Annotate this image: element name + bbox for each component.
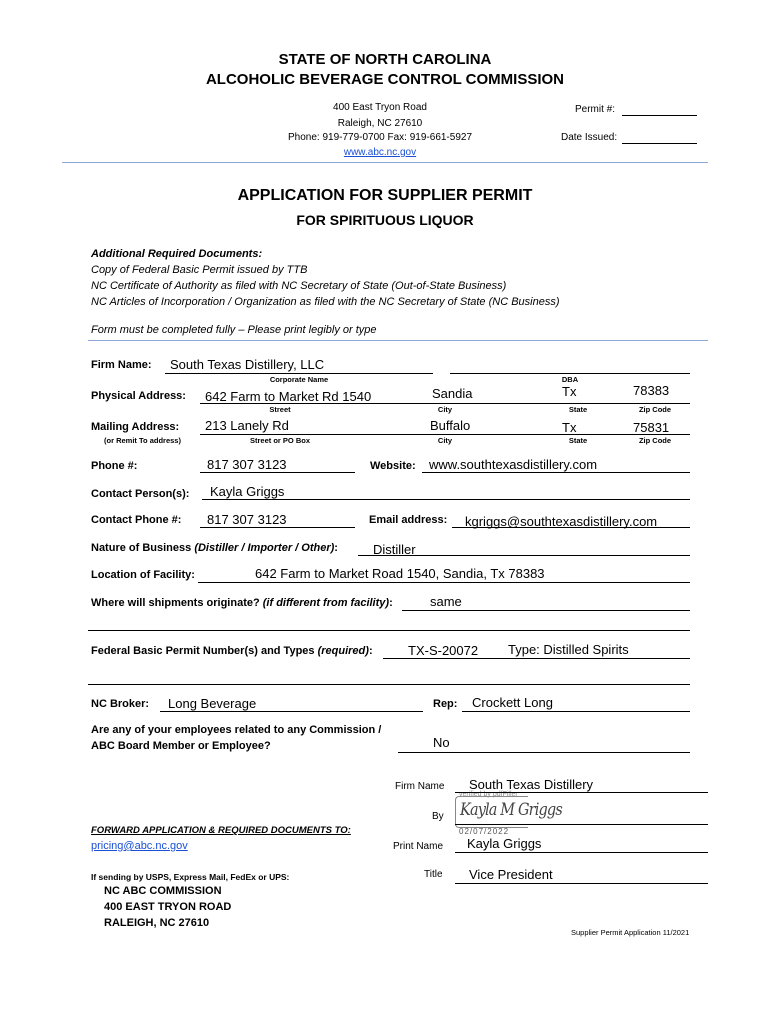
header-rule xyxy=(62,162,708,163)
email-label: Email address: xyxy=(369,514,448,526)
website-link[interactable]: www.abc.nc.gov xyxy=(343,147,417,158)
nc-broker-label: NC Broker: xyxy=(91,698,150,710)
phone-fax-line: Phone: 919-779-0700 Fax: 919-661-5927 xyxy=(287,132,473,143)
federal-permit-type-value[interactable]: Type: Distilled Spirits xyxy=(508,642,629,657)
contact-person-line xyxy=(202,499,690,500)
contact-persons-label: Contact Person(s): xyxy=(91,488,190,500)
city-caption: City xyxy=(437,405,453,414)
permit-number-field[interactable] xyxy=(622,115,697,116)
commission-title: ALCOHOLIC BEVERAGE CONTROL COMMISSION xyxy=(205,71,565,88)
website-line xyxy=(422,472,690,473)
contact-phone-value[interactable]: 817 307 3123 xyxy=(207,512,287,527)
street-po-caption: Street or PO Box xyxy=(249,436,310,445)
contact-phone-line xyxy=(200,527,355,528)
physical-zip-value[interactable]: 78383 xyxy=(633,383,670,398)
federal-permit-number-value[interactable]: TX-S-20072 xyxy=(408,643,479,658)
shipments-label-qualifier: (if different from facility) xyxy=(262,597,390,609)
address-line-1: 400 East Tryon Road xyxy=(333,102,427,113)
sig-firm-name-line xyxy=(455,792,708,793)
form-instruction: Form must be completed fully – Please print legibly or type xyxy=(91,324,377,336)
shipments-label xyxy=(91,597,393,609)
mailing-city-value[interactable]: Buffalo xyxy=(430,418,471,433)
print-name-value[interactable]: Kayla Griggs xyxy=(467,836,542,851)
address-line-2: Raleigh, NC 27610 xyxy=(337,118,423,129)
shipments-label-colon: : xyxy=(389,597,393,609)
street-caption: Street xyxy=(269,405,291,414)
print-name-label: Print Name xyxy=(393,841,444,852)
section-rule xyxy=(88,340,708,341)
mail-address-line-2: 400 EAST TRYON ROAD xyxy=(104,901,232,913)
email-line xyxy=(452,527,690,528)
nature-line xyxy=(358,555,690,556)
rep-label: Rep: xyxy=(433,698,458,710)
website-label: Website: xyxy=(370,460,416,472)
firm-name-line xyxy=(165,373,433,374)
physical-state-value[interactable]: Tx xyxy=(562,384,577,399)
shipments-value[interactable]: same xyxy=(430,594,462,609)
permit-number-label: Permit #: xyxy=(575,104,616,115)
state-caption: State xyxy=(568,436,588,445)
required-docs-heading: Additional Required Documents: xyxy=(91,248,263,260)
dba-caption: DBA xyxy=(561,375,579,384)
mailing-state-value[interactable]: Tx xyxy=(562,420,577,435)
required-doc-item: NC Articles of Incorporation / Organization as filed with the NC Secretary of State (NC Business) xyxy=(91,296,560,308)
signature-date: 02/07/2022 xyxy=(459,827,510,836)
federal-permit-label xyxy=(91,645,373,657)
date-issued-label: Date Issued: xyxy=(561,132,618,143)
physical-city-value[interactable]: Sandia xyxy=(432,386,473,401)
mailing-zip-value[interactable]: 75831 xyxy=(633,420,670,435)
form-id: Supplier Permit Application 11/2021 xyxy=(571,928,690,937)
firm-name-label: Firm Name: xyxy=(91,359,152,371)
related-answer-line xyxy=(398,752,690,753)
federal-label-text: Federal Basic Permit Number(s) and Types xyxy=(91,645,318,657)
required-doc-item: Copy of Federal Basic Permit issued by TTB xyxy=(91,264,308,276)
nature-label-text: Nature of Business xyxy=(91,542,195,554)
pricing-email-link[interactable]: pricing@abc.nc.gov xyxy=(91,840,188,852)
form-title: APPLICATION FOR SUPPLIER PERMIT xyxy=(237,187,533,204)
related-question-line-1: Are any of your employees related to any Commission / xyxy=(91,724,382,736)
location-label: Location of Facility: xyxy=(91,569,195,581)
zip-caption: Zip Code xyxy=(638,405,672,414)
signature-value[interactable]: Kayla M Griggs xyxy=(460,800,562,820)
sig-by-line xyxy=(455,824,708,825)
state-caption: State xyxy=(568,405,588,414)
sig-by-label: By xyxy=(432,811,444,822)
mail-instruction: If sending by USPS, Express Mail, FedEx or UPS: xyxy=(91,872,290,882)
zip-caption: Zip Code xyxy=(638,436,672,445)
sig-firm-name-value[interactable]: South Texas Distillery xyxy=(469,777,594,792)
physical-address-label: Physical Address: xyxy=(91,390,186,402)
shipments-line xyxy=(402,610,690,611)
federal-label-colon: : xyxy=(368,645,373,657)
rep-line xyxy=(462,711,690,712)
phone-value[interactable]: 817 307 3123 xyxy=(207,457,287,472)
rep-value[interactable]: Crockett Long xyxy=(472,695,553,710)
verified-stamp: verified by pdfFiller xyxy=(459,791,518,798)
title-value[interactable]: Vice President xyxy=(469,867,553,882)
phone-label: Phone #: xyxy=(91,460,138,472)
contact-person-value[interactable]: Kayla Griggs xyxy=(210,484,285,499)
nature-of-business-value[interactable]: Distiller xyxy=(373,542,416,557)
title-line xyxy=(455,883,708,884)
location-line xyxy=(198,582,690,583)
remit-caption: (or Remit To address) xyxy=(104,436,181,445)
city-caption: City xyxy=(437,436,453,445)
mailing-address-line xyxy=(200,434,690,435)
nc-broker-line xyxy=(160,711,423,712)
corporate-name-caption: Corporate Name xyxy=(269,375,329,384)
mail-address-line-3: RALEIGH, NC 27610 xyxy=(104,917,210,929)
email-value[interactable]: kgriggs@southtexasdistillery.com xyxy=(465,514,658,529)
related-answer-value[interactable]: No xyxy=(433,735,450,750)
title-label: Title xyxy=(424,869,443,880)
mailing-street-value[interactable]: 213 Lanely Rd xyxy=(205,418,289,433)
website-value[interactable]: www.southtexasdistillery.com xyxy=(429,457,598,472)
federal-permit-line-2 xyxy=(88,684,690,685)
physical-street-value[interactable]: 642 Farm to Market Rd 1540 xyxy=(205,389,372,404)
contact-phone-label: Contact Phone #: xyxy=(91,514,182,526)
federal-label-qualifier: (required) xyxy=(317,645,369,657)
phone-line xyxy=(200,472,355,473)
nature-of-business-label xyxy=(91,542,338,554)
agency-title: STATE OF NORTH CAROLINA xyxy=(278,51,492,68)
shipments-label-text: Where will shipments originate? xyxy=(91,597,263,609)
print-name-line xyxy=(455,852,708,853)
physical-address-line xyxy=(200,403,690,404)
nature-label-colon: : xyxy=(334,542,338,554)
form-subtitle: FOR SPIRITUOUS LIQUOR xyxy=(296,212,474,228)
mailing-address-label: Mailing Address: xyxy=(91,421,180,433)
dba-line xyxy=(450,373,690,374)
required-doc-item: NC Certificate of Authority as filed with NC Secretary of State (Out-of-State Business) xyxy=(91,280,507,292)
date-issued-field[interactable] xyxy=(622,143,697,144)
nc-broker-value[interactable]: Long Beverage xyxy=(168,696,257,711)
mail-address-line-1: NC ABC COMMISSION xyxy=(104,885,222,897)
forward-label: FORWARD APPLICATION & REQUIRED DOCUMENTS TO: xyxy=(91,825,351,836)
shipments-line-2 xyxy=(88,630,690,631)
related-question-line-2: ABC Board Member or Employee? xyxy=(91,740,271,752)
firm-name-value[interactable]: South Texas Distillery, LLC xyxy=(170,357,325,372)
nature-label-options: (Distiller / Importer / Other) xyxy=(194,542,335,554)
federal-permit-line xyxy=(383,658,690,659)
location-value[interactable]: 642 Farm to Market Road 1540, Sandia, Tx 78383 xyxy=(255,566,545,581)
sig-firm-name-label: Firm Name xyxy=(395,781,445,792)
